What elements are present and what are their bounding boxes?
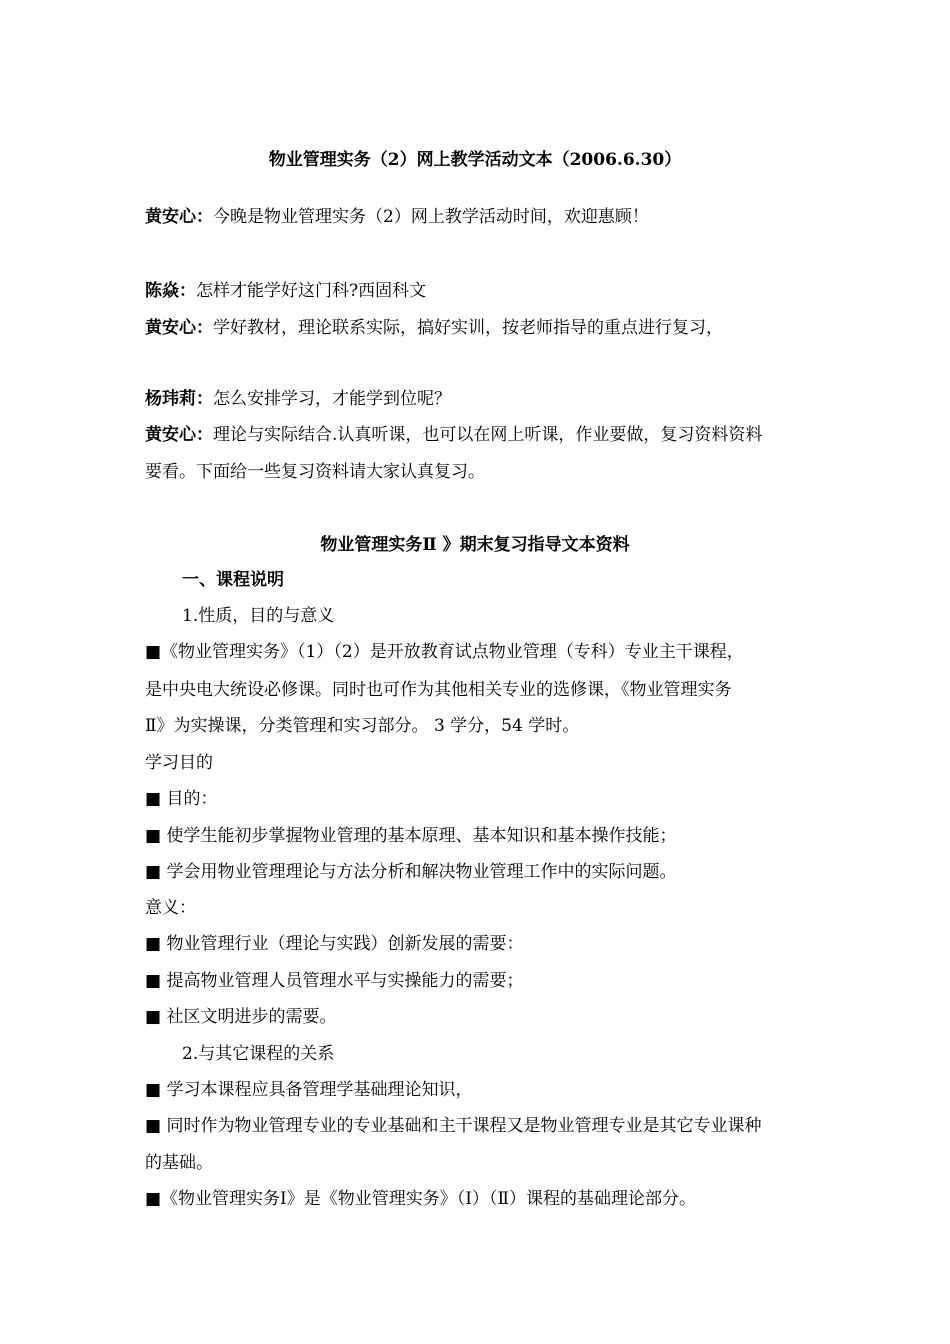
list-item: ■ 提高物业管理人员管理水平与实操能力的需要； bbox=[145, 971, 524, 991]
list-item-continuation: 的基础。 bbox=[145, 1153, 213, 1173]
dialogue-line-1 bbox=[145, 206, 855, 228]
speaker-name: 杨玮莉： bbox=[145, 389, 213, 409]
subheading-nature: 1.性质，目的与意义 bbox=[182, 606, 335, 626]
list-item: ■ 学习本课程应具备管理学基础理论知识， bbox=[145, 1080, 473, 1100]
list-item: ■ 同时作为物业管理专业的专业基础和主干课程又是物业管理专业是其它专业课种 bbox=[145, 1116, 762, 1136]
heading-course-description: 一、课程说明 bbox=[182, 570, 284, 590]
dialogue-text: 今晚是物业管理实务（2）网上教学活动时间，欢迎惠顾！ bbox=[213, 207, 649, 227]
list-item: ■ 目的： bbox=[145, 789, 218, 809]
dialogue-text: 怎么安排学习，才能学到位呢？ bbox=[213, 389, 451, 409]
dialogue-line-4 bbox=[145, 388, 855, 410]
dialogue-text: 学好教材，理论联系实际，搞好实训，按老师指导的重点进行复习， bbox=[213, 318, 723, 338]
speaker-name: 黄安心： bbox=[145, 425, 213, 445]
dialogue-line-3 bbox=[145, 317, 855, 339]
meaning-label: 意义： bbox=[145, 898, 196, 918]
dialogue-line-5 bbox=[145, 424, 855, 446]
list-item: ■ 社区文明进步的需要。 bbox=[145, 1007, 337, 1027]
speaker-name: 黄安心： bbox=[145, 207, 213, 227]
list-item: ■ 物业管理行业（理论与实践）创新发展的需要： bbox=[145, 934, 524, 954]
dialogue-line-5-continuation: 要看。下面给一些复习资料请大家认真复习。 bbox=[145, 462, 485, 482]
subheading-relation: 2.与其它课程的关系 bbox=[182, 1044, 335, 1064]
paragraph-line: Ⅱ》为实操课，分类管理和实习部分。 3 学分，54 学时。 bbox=[145, 716, 580, 736]
speaker-name: 黄安心： bbox=[145, 318, 213, 338]
list-item: ■《物业管理实务Ⅰ》是《物业管理实务》（Ⅰ）（Ⅱ）课程的基础理论部分。 bbox=[145, 1189, 697, 1209]
dialogue-line-2 bbox=[145, 280, 855, 302]
dialogue-text: 理论与实际结合.认真听课，也可以在网上听课，作业要做，复习资料资料 bbox=[213, 425, 763, 445]
paragraph-line: ■《物业管理实务》（1）（2）是开放教育试点物业管理（专科）专业主干课程， bbox=[145, 642, 744, 662]
speaker-name: 陈焱： bbox=[145, 281, 196, 301]
document-title: 物业管理实务（2）网上教学活动文本（2006.6.30） bbox=[268, 150, 682, 170]
dialogue-text: 怎样才能学好这门科?西固科文 bbox=[196, 281, 427, 301]
list-item: ■ 学会用物业管理理论与方法分析和解决物业管理工作中的实际问题。 bbox=[145, 862, 677, 882]
paragraph-line: 是中央电大统设必修课。同时也可作为其他相关专业的选修课，《物业管理实务 bbox=[145, 680, 732, 700]
section-title: 物业管理实务Ⅱ 》期末复习指导文本资料 bbox=[320, 535, 630, 555]
purpose-label: 学习目的 bbox=[145, 753, 213, 773]
list-item: ■ 使学生能初步掌握物业管理的基本原理、基本知识和基本操作技能； bbox=[145, 826, 677, 846]
